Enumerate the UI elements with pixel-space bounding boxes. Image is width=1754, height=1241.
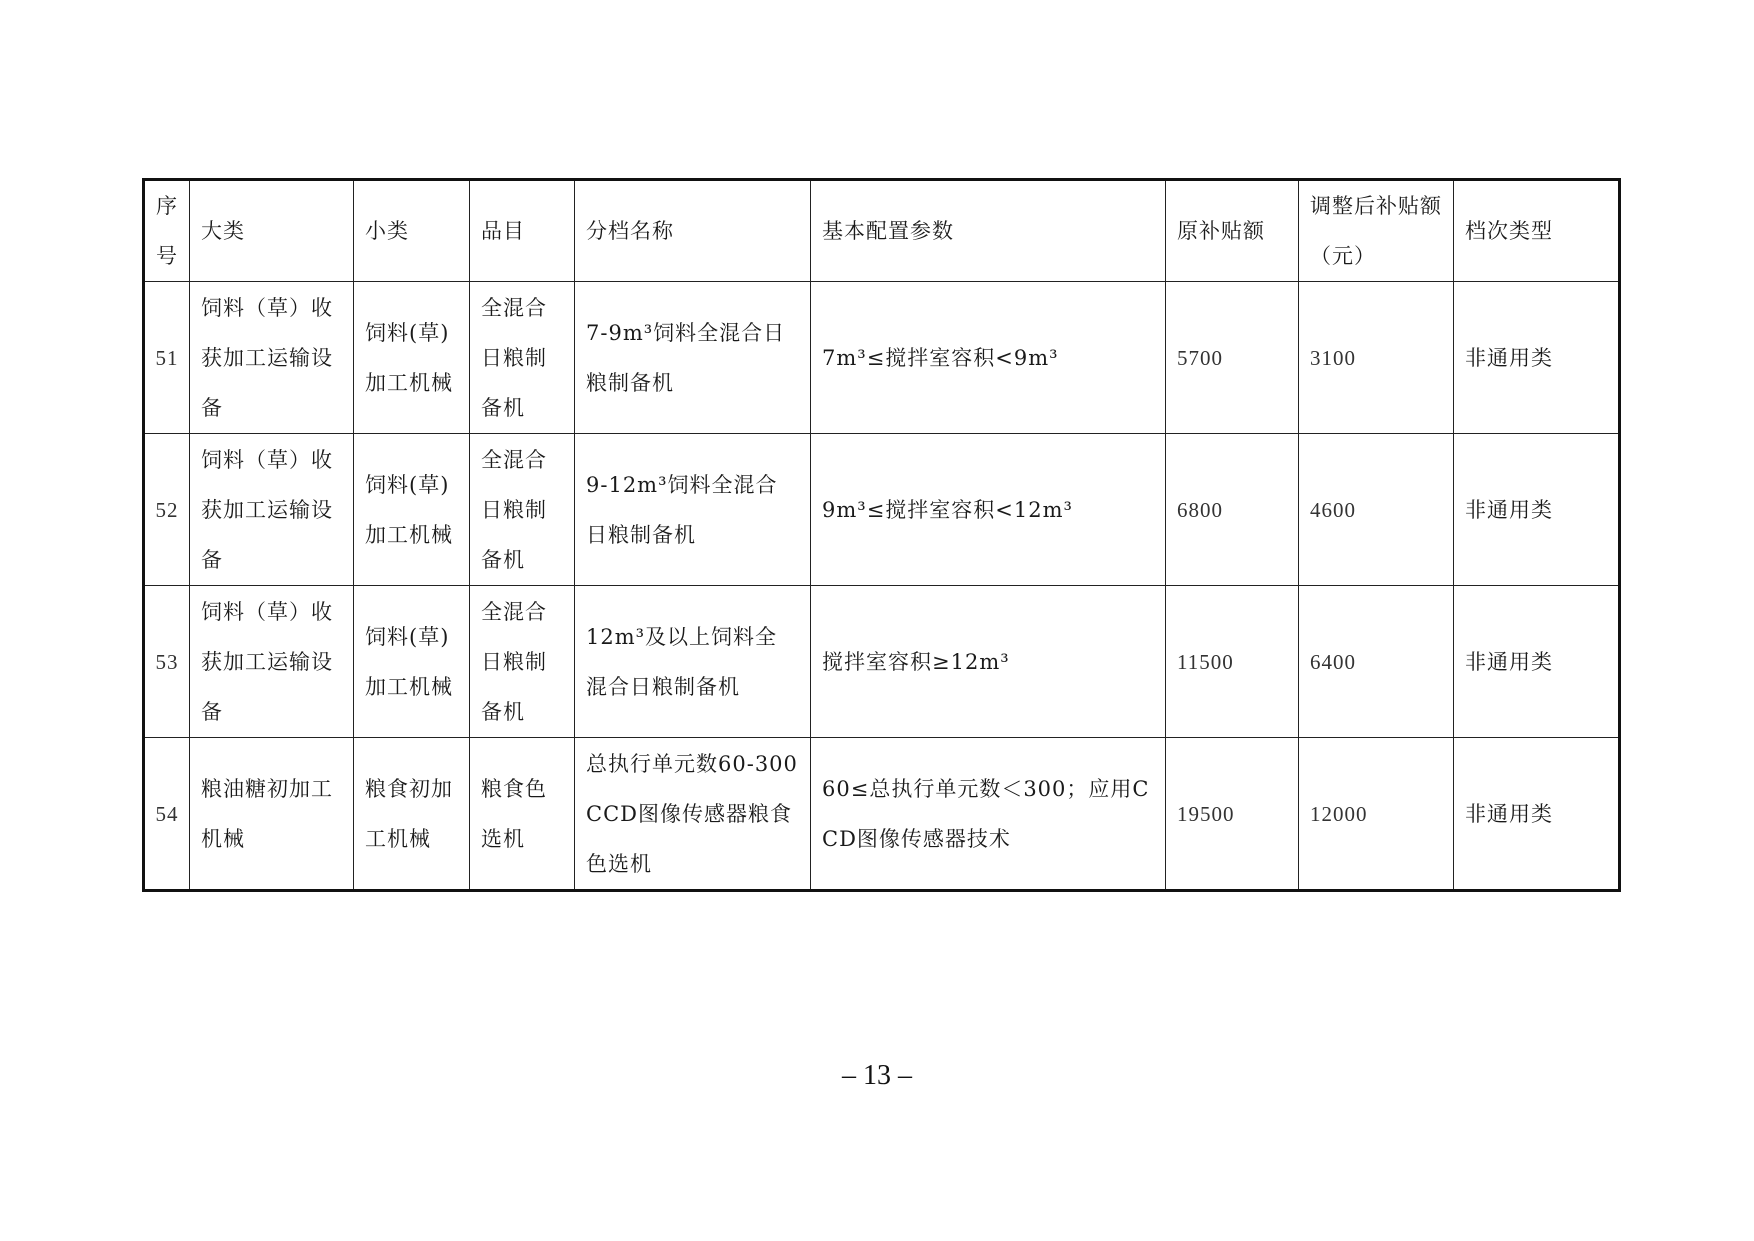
row-seq: 52: [144, 434, 190, 586]
row-adjusted-subsidy: 6400: [1299, 586, 1454, 738]
row-adjusted-subsidy: 4600: [1299, 434, 1454, 586]
row-adjusted-subsidy: 12000: [1299, 738, 1454, 891]
row-original-subsidy: 5700: [1166, 282, 1299, 434]
row-minor-category: 饲料(草)加工机械: [354, 282, 470, 434]
row-seq: 54: [144, 738, 190, 891]
table-row: [144, 738, 1620, 891]
header-major-category: 大类: [190, 180, 354, 282]
subsidy-table: [142, 178, 1621, 892]
row-major-category: 饲料（草）收获加工运输设备: [190, 586, 354, 738]
row-item: 全混合日粮制备机: [470, 586, 575, 738]
row-seq: 51: [144, 282, 190, 434]
row-seq: 53: [144, 586, 190, 738]
row-original-subsidy: 6800: [1166, 434, 1299, 586]
row-item: 全混合日粮制备机: [470, 282, 575, 434]
row-tier-type: 非通用类: [1454, 586, 1620, 738]
header-config-params: 基本配置参数: [811, 180, 1166, 282]
header-tier-name: 分档名称: [575, 180, 811, 282]
page-number: – 13 –: [842, 1060, 912, 1091]
row-config-params: 7m³≤搅拌室容积<9m³: [811, 282, 1166, 434]
row-item: 全混合日粮制备机: [470, 434, 575, 586]
row-tier-name: 7-9m³饲料全混合日粮制备机: [575, 282, 811, 434]
row-tier-name: 总执行单元数60-300CCD图像传感器粮食色选机: [575, 738, 811, 891]
table-row: [144, 282, 1620, 434]
row-tier-type: 非通用类: [1454, 738, 1620, 891]
header-adjusted-subsidy: 调整后补贴额（元）: [1299, 180, 1454, 282]
row-major-category: 饲料（草）收获加工运输设备: [190, 434, 354, 586]
row-item: 粮食色选机: [470, 738, 575, 891]
row-original-subsidy: 11500: [1166, 586, 1299, 738]
header-seq: 序号: [144, 180, 190, 282]
header-original-subsidy: 原补贴额: [1166, 180, 1299, 282]
row-original-subsidy: 19500: [1166, 738, 1299, 891]
row-tier-name: 12m³及以上饲料全混合日粮制备机: [575, 586, 811, 738]
table-header-row: [144, 180, 1620, 282]
row-config-params: 搅拌室容积≥12m³: [811, 586, 1166, 738]
row-tier-type: 非通用类: [1454, 282, 1620, 434]
table-row: [144, 586, 1620, 738]
row-config-params: 60≤总执行单元数＜300；应用CCD图像传感器技术: [811, 738, 1166, 891]
row-major-category: 饲料（草）收获加工运输设备: [190, 282, 354, 434]
row-minor-category: 饲料(草)加工机械: [354, 434, 470, 586]
row-adjusted-subsidy: 3100: [1299, 282, 1454, 434]
table-row: [144, 434, 1620, 586]
row-config-params: 9m³≤搅拌室容积<12m³: [811, 434, 1166, 586]
header-tier-type: 档次类型: [1454, 180, 1620, 282]
header-item: 品目: [470, 180, 575, 282]
row-minor-category: 饲料(草)加工机械: [354, 586, 470, 738]
row-tier-name: 9-12m³饲料全混合日粮制备机: [575, 434, 811, 586]
row-major-category: 粮油糖初加工机械: [190, 738, 354, 891]
row-tier-type: 非通用类: [1454, 434, 1620, 586]
row-minor-category: 粮食初加工机械: [354, 738, 470, 891]
header-minor-category: 小类: [354, 180, 470, 282]
